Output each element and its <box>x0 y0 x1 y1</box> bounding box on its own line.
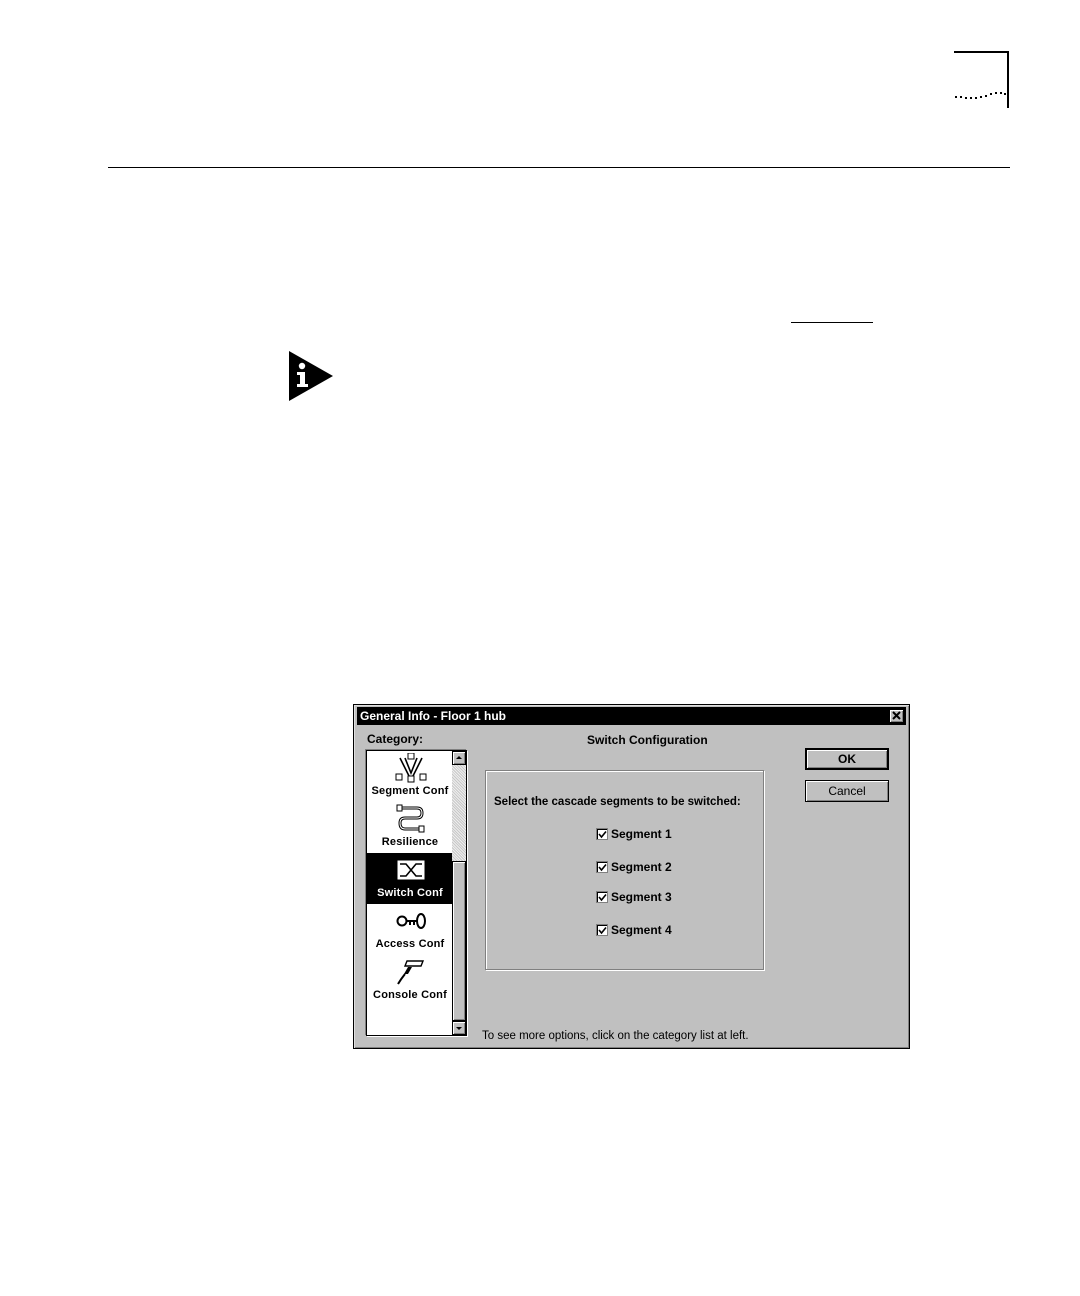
checkmark-icon <box>598 893 607 902</box>
category-item-access-conf[interactable] <box>367 904 453 955</box>
arrow-up-icon <box>453 752 465 764</box>
segment-2-checkbox[interactable] <box>596 861 608 873</box>
prompt-text: Select the cascade segments to be switched: <box>494 796 741 808</box>
section-title: Switch Configuration <box>587 733 708 747</box>
segment-4-label: Segment 4 <box>611 923 672 937</box>
category-label-access-conf: Access Conf <box>375 938 445 950</box>
cancel-button[interactable]: Cancel <box>805 780 889 802</box>
ok-button[interactable]: OK <box>805 748 889 770</box>
checkmark-icon <box>598 830 607 839</box>
category-label-resilience: Resilience <box>381 836 439 848</box>
corner-mark <box>950 50 1012 110</box>
category-label-switch-conf: Switch Conf <box>377 887 443 899</box>
top-rule <box>108 167 1010 168</box>
scroll-up-button[interactable] <box>452 751 466 765</box>
checkmark-icon <box>598 863 607 872</box>
segment-1-label: Segment 1 <box>611 827 672 841</box>
general-info-dialog <box>353 704 910 1049</box>
category-item-switch-conf[interactable] <box>367 853 453 904</box>
category-label-console-conf: Console Conf <box>373 989 447 1001</box>
category-item-console-conf[interactable] <box>367 955 453 1006</box>
category-label: Category: <box>367 732 424 746</box>
scroll-down-button[interactable] <box>452 1021 466 1035</box>
segment-2-label: Segment 2 <box>611 860 672 874</box>
checkmark-icon <box>598 926 607 935</box>
segments-group-box <box>485 770 764 970</box>
hint-text: To see more options, click on the category list at left. <box>482 1030 749 1042</box>
segment-3-label: Segment 3 <box>611 890 672 904</box>
link-underline <box>791 322 873 323</box>
category-list[interactable] <box>366 750 467 1036</box>
segment-4-checkbox[interactable] <box>596 924 608 936</box>
key-icon <box>395 906 427 936</box>
resilience-icon <box>395 804 427 834</box>
switch-icon <box>395 855 427 885</box>
category-item-segment-conf[interactable] <box>367 751 453 802</box>
segment-icon <box>395 753 427 783</box>
segment-3-checkbox[interactable] <box>596 891 608 903</box>
arrow-down-icon <box>453 1022 465 1034</box>
close-icon <box>890 710 903 722</box>
close-button[interactable] <box>889 709 904 723</box>
scroll-thumb[interactable] <box>452 861 466 1021</box>
category-scrollbar[interactable] <box>452 751 466 1035</box>
title-bar <box>357 707 906 725</box>
dialog-title: General Info - Floor 1 hub <box>360 709 507 723</box>
console-icon <box>395 957 427 987</box>
category-item-resilience[interactable] <box>367 802 453 853</box>
segment-1-checkbox[interactable] <box>596 828 608 840</box>
category-label-segment-conf: Segment Conf <box>371 785 449 797</box>
info-note-icon <box>288 350 334 402</box>
